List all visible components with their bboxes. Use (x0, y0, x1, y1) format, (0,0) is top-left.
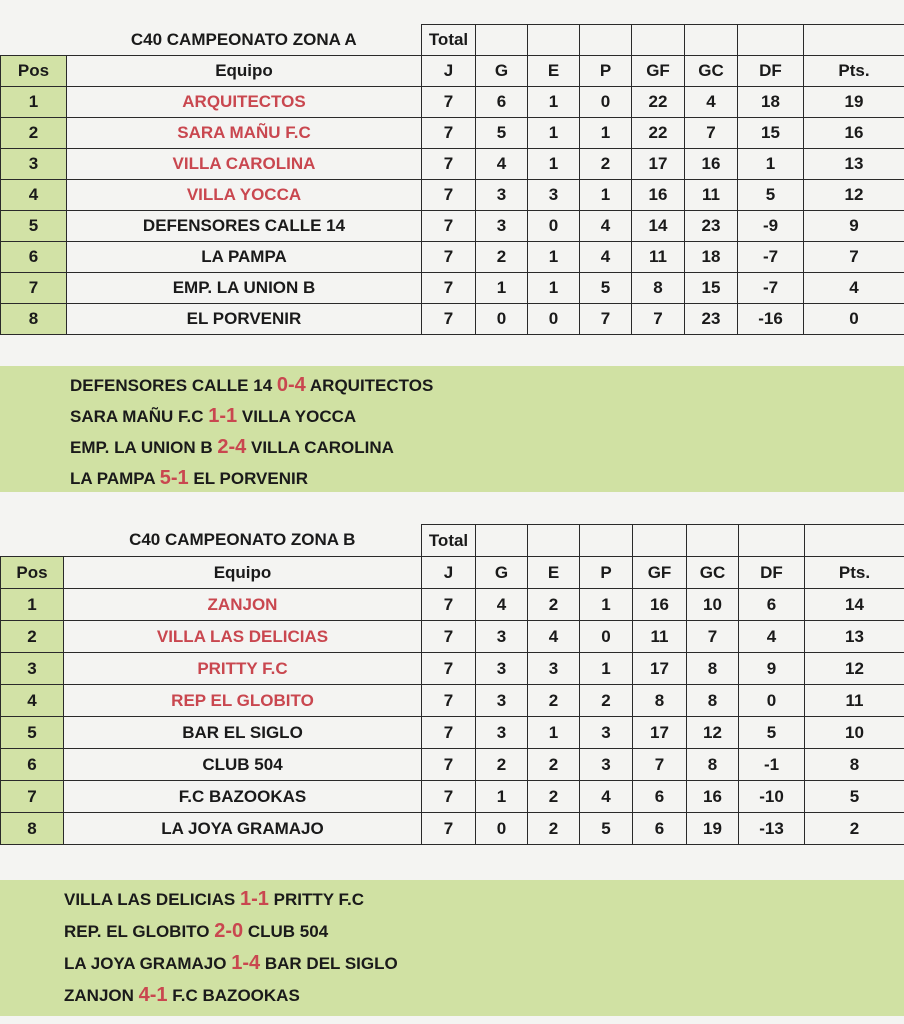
played-cell: 7 (422, 273, 476, 304)
won-cell: 1 (476, 781, 528, 813)
match-score: 2-4 (217, 436, 247, 458)
goal-diff-cell: 18 (738, 87, 804, 118)
drawn-cell: 1 (528, 118, 580, 149)
played-cell: 7 (422, 749, 476, 781)
points-cell: 0 (804, 304, 904, 335)
team-cell: CLUB 504 (64, 749, 422, 781)
lost-cell: 1 (580, 180, 632, 211)
goals-for-cell: 11 (633, 621, 687, 653)
pos-cell: 2 (1, 118, 67, 149)
table-row (1, 304, 904, 335)
goal-diff-cell: 1 (738, 149, 804, 180)
away-team: PRITTY F.C (273, 890, 365, 909)
goals-for-cell: 22 (632, 87, 685, 118)
header-df: DF (738, 56, 804, 87)
played-cell: 7 (422, 180, 476, 211)
won-cell: 6 (476, 87, 528, 118)
goals-against-cell: 10 (687, 589, 739, 621)
played-cell: 7 (422, 813, 476, 845)
goal-diff-cell: 15 (738, 118, 804, 149)
drawn-cell: 2 (528, 781, 580, 813)
table-row (1, 149, 904, 180)
home-team: DEFENSORES CALLE 14 (70, 376, 273, 395)
header-p: P (580, 56, 632, 87)
lost-cell: 5 (580, 273, 632, 304)
goals-for-cell: 17 (632, 149, 685, 180)
away-team: BAR DEL SIGLO (264, 954, 398, 973)
goals-for-cell: 7 (632, 304, 685, 335)
goal-diff-cell: -7 (738, 273, 804, 304)
goal-diff-cell: 5 (738, 180, 804, 211)
lost-cell: 3 (580, 749, 633, 781)
header-j: J (422, 56, 476, 87)
goals-for-cell: 7 (633, 749, 687, 781)
table-row (1, 273, 904, 304)
goals-for-cell: 8 (632, 273, 685, 304)
won-cell: 3 (476, 621, 528, 653)
goal-diff-cell: -10 (739, 781, 805, 813)
lost-cell: 4 (580, 211, 632, 242)
match-score: 0-4 (276, 374, 306, 396)
result-line (70, 436, 394, 459)
drawn-cell: 1 (528, 87, 580, 118)
team-cell: PRITTY F.C (64, 653, 422, 685)
drawn-cell: 3 (528, 653, 580, 685)
zone-a-table (0, 24, 904, 335)
table-row (1, 749, 904, 781)
played-cell: 7 (422, 589, 476, 621)
table-row (1, 87, 904, 118)
lost-cell: 4 (580, 781, 633, 813)
drawn-cell: 1 (528, 242, 580, 273)
won-cell: 4 (476, 589, 528, 621)
goals-against-cell: 15 (685, 273, 738, 304)
points-cell: 12 (804, 180, 904, 211)
lost-cell: 0 (580, 87, 632, 118)
played-cell: 7 (422, 87, 476, 118)
lost-cell: 1 (580, 118, 632, 149)
pos-cell: 3 (1, 149, 67, 180)
away-team: CLUB 504 (247, 922, 329, 941)
match-score: 5-1 (159, 467, 189, 489)
drawn-cell: 4 (528, 621, 580, 653)
drawn-cell: 2 (528, 749, 580, 781)
goals-for-cell: 14 (632, 211, 685, 242)
goals-against-cell: 8 (687, 653, 739, 685)
away-team: VILLA YOCCA (241, 407, 357, 426)
played-cell: 7 (422, 781, 476, 813)
goals-against-cell: 8 (687, 749, 739, 781)
points-cell: 19 (804, 87, 904, 118)
points-cell: 16 (804, 118, 904, 149)
played-cell: 7 (422, 717, 476, 749)
match-score: 4-1 (138, 984, 168, 1006)
header-pts: Pts. (805, 557, 904, 589)
header-df: DF (739, 557, 805, 589)
drawn-cell: 1 (528, 273, 580, 304)
drawn-cell: 3 (528, 180, 580, 211)
drawn-cell: 2 (528, 685, 580, 717)
team-cell: EMP. LA UNION B (67, 273, 422, 304)
standings-table (0, 524, 904, 845)
pos-cell: 1 (1, 87, 67, 118)
goal-diff-cell: -9 (738, 211, 804, 242)
played-cell: 7 (422, 242, 476, 273)
goals-against-cell: 16 (685, 149, 738, 180)
goal-diff-cell: -7 (738, 242, 804, 273)
played-cell: 7 (422, 621, 476, 653)
home-team: VILLA LAS DELICIAS (64, 890, 236, 909)
standings-table (0, 24, 904, 335)
drawn-cell: 0 (528, 211, 580, 242)
played-cell: 7 (422, 211, 476, 242)
pos-cell: 7 (1, 781, 64, 813)
header-gf: GF (633, 557, 687, 589)
total-label: Total (422, 525, 476, 557)
away-team: F.C BAZOOKAS (172, 986, 300, 1005)
header-row (1, 56, 904, 87)
match-score: 1-1 (240, 888, 269, 910)
team-cell: F.C BAZOOKAS (64, 781, 422, 813)
result-line (70, 405, 356, 428)
drawn-cell: 0 (528, 304, 580, 335)
points-cell: 14 (805, 589, 904, 621)
away-team: ARQUITECTOS (309, 376, 434, 395)
points-cell: 11 (805, 685, 904, 717)
goals-for-cell: 17 (633, 653, 687, 685)
goals-for-cell: 17 (633, 717, 687, 749)
pos-cell: 6 (1, 749, 64, 781)
pos-cell: 7 (1, 273, 67, 304)
table-row (1, 211, 904, 242)
home-team: LA PAMPA (70, 469, 155, 488)
table-row (1, 242, 904, 273)
zone-title: C40 CAMPEONATO ZONA A (130, 29, 357, 49)
pos-cell: 6 (1, 242, 67, 273)
away-team: VILLA CAROLINA (251, 438, 394, 457)
team-cell: EL PORVENIR (67, 304, 422, 335)
team-cell: SARA MAÑU F.C (67, 118, 422, 149)
goals-against-cell: 19 (687, 813, 739, 845)
goals-against-cell: 7 (685, 118, 738, 149)
table-row (1, 813, 904, 845)
lost-cell: 5 (580, 813, 633, 845)
played-cell: 7 (422, 685, 476, 717)
won-cell: 3 (476, 180, 528, 211)
table-row (1, 589, 904, 621)
table-row (1, 118, 904, 149)
points-cell: 10 (805, 717, 904, 749)
goals-against-cell: 23 (685, 304, 738, 335)
played-cell: 7 (422, 304, 476, 335)
goal-diff-cell: 9 (739, 653, 805, 685)
pos-cell: 5 (1, 211, 67, 242)
drawn-cell: 1 (528, 149, 580, 180)
played-cell: 7 (422, 149, 476, 180)
goals-for-cell: 11 (632, 242, 685, 273)
goal-diff-cell: -1 (739, 749, 805, 781)
goal-diff-cell: 4 (739, 621, 805, 653)
header-equipo: Equipo (64, 557, 422, 589)
goals-against-cell: 4 (685, 87, 738, 118)
team-cell: LA JOYA GRAMAJO (64, 813, 422, 845)
pos-cell: 4 (1, 180, 67, 211)
lost-cell: 3 (580, 717, 633, 749)
goals-against-cell: 8 (687, 685, 739, 717)
goals-for-cell: 6 (633, 781, 687, 813)
team-cell: ZANJON (64, 589, 422, 621)
goal-diff-cell: 6 (739, 589, 805, 621)
lost-cell: 2 (580, 685, 633, 717)
table-row (1, 653, 904, 685)
played-cell: 7 (422, 653, 476, 685)
lost-cell: 2 (580, 149, 632, 180)
home-team: SARA MAÑU F.C (70, 407, 204, 426)
won-cell: 5 (476, 118, 528, 149)
team-cell: VILLA YOCCA (67, 180, 422, 211)
header-gc: GC (685, 56, 738, 87)
points-cell: 7 (804, 242, 904, 273)
drawn-cell: 2 (528, 813, 580, 845)
total-label: Total (422, 25, 476, 56)
team-cell: DEFENSORES CALLE 14 (67, 211, 422, 242)
pos-cell: 5 (1, 717, 64, 749)
zone-a-results (0, 366, 904, 492)
table-row (1, 685, 904, 717)
points-cell: 2 (805, 813, 904, 845)
header-gf: GF (632, 56, 685, 87)
drawn-cell: 2 (528, 589, 580, 621)
points-cell: 5 (805, 781, 904, 813)
pos-cell: 8 (1, 813, 64, 845)
result-line (64, 952, 398, 975)
goals-for-cell: 16 (633, 589, 687, 621)
drawn-cell: 1 (528, 717, 580, 749)
points-cell: 9 (804, 211, 904, 242)
won-cell: 3 (476, 211, 528, 242)
points-cell: 4 (804, 273, 904, 304)
zone-b-results (0, 880, 904, 1016)
zone-title: C40 CAMPEONATO ZONA B (129, 530, 356, 550)
header-e: E (528, 56, 580, 87)
zone-b-table (0, 524, 904, 845)
team-cell: LA PAMPA (67, 242, 422, 273)
played-cell: 7 (422, 118, 476, 149)
goals-against-cell: 23 (685, 211, 738, 242)
team-cell: REP EL GLOBITO (64, 685, 422, 717)
team-cell: VILLA LAS DELICIAS (64, 621, 422, 653)
header-p: P (580, 557, 633, 589)
header-gc: GC (687, 557, 739, 589)
goals-against-cell: 16 (687, 781, 739, 813)
won-cell: 1 (476, 273, 528, 304)
result-line (70, 467, 308, 490)
goals-against-cell: 7 (687, 621, 739, 653)
away-team: EL PORVENIR (193, 469, 309, 488)
header-row (1, 557, 904, 589)
table-row (1, 781, 904, 813)
header-e: E (528, 557, 580, 589)
result-line (64, 920, 328, 943)
lost-cell: 1 (580, 653, 633, 685)
won-cell: 0 (476, 304, 528, 335)
goals-against-cell: 12 (687, 717, 739, 749)
won-cell: 2 (476, 749, 528, 781)
header-g: G (476, 56, 528, 87)
result-line (70, 374, 433, 397)
team-cell: VILLA CAROLINA (67, 149, 422, 180)
won-cell: 3 (476, 653, 528, 685)
home-team: EMP. LA UNION B (70, 438, 213, 457)
goal-diff-cell: 5 (739, 717, 805, 749)
header-g: G (476, 557, 528, 589)
header-equipo: Equipo (67, 56, 422, 87)
result-line (64, 984, 300, 1007)
pos-cell: 3 (1, 653, 64, 685)
header-pos: Pos (1, 56, 67, 87)
match-score: 2-0 (214, 920, 244, 942)
header-j: J (422, 557, 476, 589)
table-row (1, 621, 904, 653)
won-cell: 2 (476, 242, 528, 273)
home-team: LA JOYA GRAMAJO (64, 954, 227, 973)
won-cell: 4 (476, 149, 528, 180)
pos-cell: 8 (1, 304, 67, 335)
won-cell: 3 (476, 717, 528, 749)
match-score: 1-4 (231, 952, 261, 974)
goals-against-cell: 11 (685, 180, 738, 211)
won-cell: 3 (476, 685, 528, 717)
points-cell: 13 (804, 149, 904, 180)
header-pts: Pts. (804, 56, 904, 87)
lost-cell: 1 (580, 589, 633, 621)
home-team: REP. EL GLOBITO (64, 922, 210, 941)
match-score: 1-1 (208, 405, 238, 427)
won-cell: 0 (476, 813, 528, 845)
points-cell: 8 (805, 749, 904, 781)
result-line (64, 888, 364, 911)
goal-diff-cell: -13 (739, 813, 805, 845)
lost-cell: 4 (580, 242, 632, 273)
pos-cell: 2 (1, 621, 64, 653)
pos-cell: 1 (1, 589, 64, 621)
goals-against-cell: 18 (685, 242, 738, 273)
header-pos: Pos (1, 557, 64, 589)
pos-cell: 4 (1, 685, 64, 717)
goal-diff-cell: -16 (738, 304, 804, 335)
home-team: ZANJON (64, 986, 134, 1005)
goals-for-cell: 8 (633, 685, 687, 717)
lost-cell: 7 (580, 304, 632, 335)
table-row (1, 717, 904, 749)
goals-for-cell: 16 (632, 180, 685, 211)
goals-for-cell: 22 (632, 118, 685, 149)
team-cell: BAR EL SIGLO (64, 717, 422, 749)
goals-for-cell: 6 (633, 813, 687, 845)
team-cell: ARQUITECTOS (67, 87, 422, 118)
points-cell: 12 (805, 653, 904, 685)
table-row (1, 180, 904, 211)
goal-diff-cell: 0 (739, 685, 805, 717)
lost-cell: 0 (580, 621, 633, 653)
points-cell: 13 (805, 621, 904, 653)
